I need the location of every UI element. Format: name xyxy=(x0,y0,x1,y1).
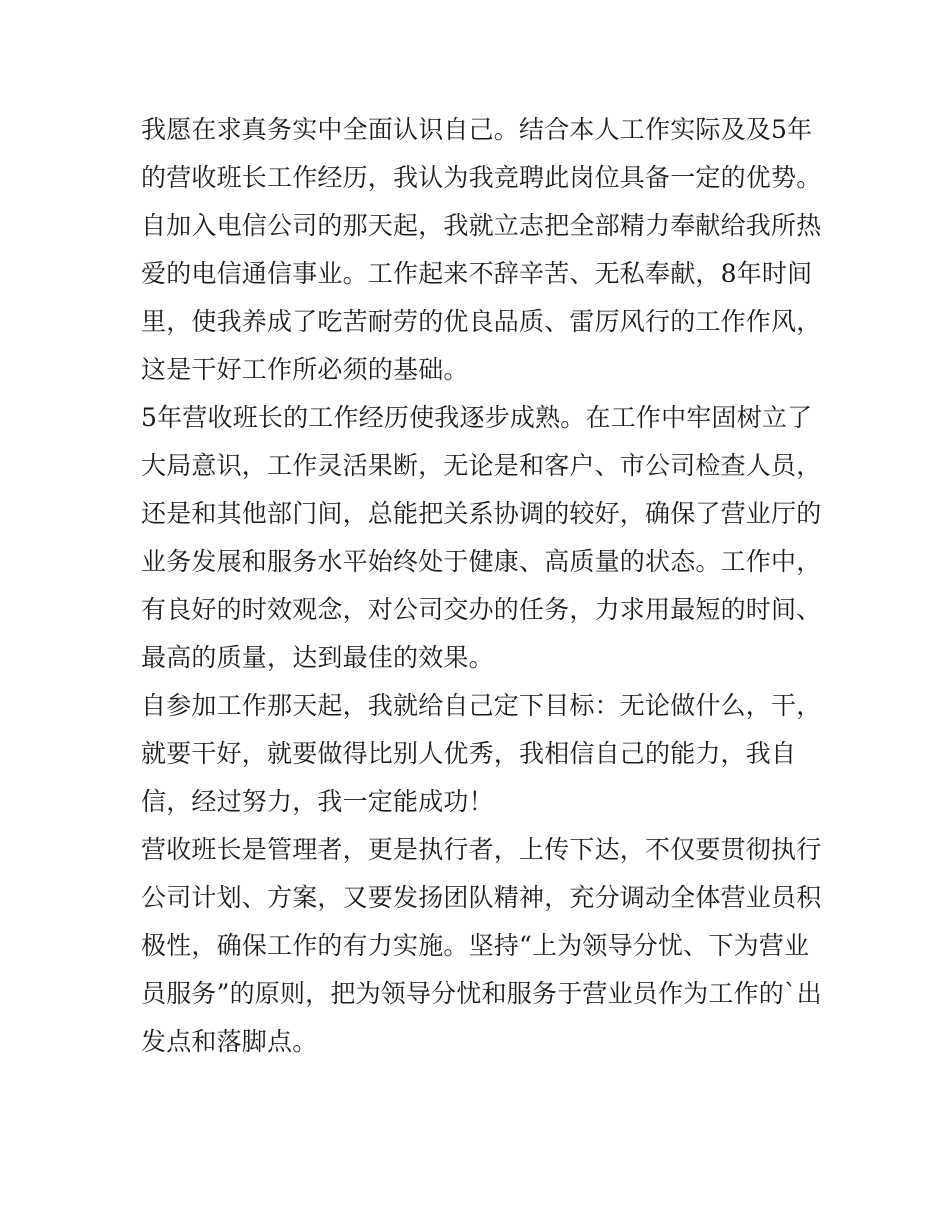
paragraph-line: 发点和落脚点。 xyxy=(141,1027,318,1056)
paragraph-line: 信，经过努力，我一定能成功！ xyxy=(141,787,494,816)
paragraph-line: 的营收班长工作经历，我认为我竞聘此岗位具备一定的优势。 xyxy=(141,163,822,192)
paragraph-line: 我愿在求真务实中全面认识自己。结合本人工作实际及及5年 xyxy=(141,115,813,144)
paragraph-line: 有良好的时效观念，对公司交办的任务，力求用最短的时间、 xyxy=(141,595,822,624)
paragraph-line: 就要干好，就要做得比别人优秀，我相信自己的能力，我自 xyxy=(141,739,797,768)
paragraph-line: 自参加工作那天起，我就给自己定下目标：无论做什么，干， xyxy=(141,691,822,720)
paragraph-line: 5年营收班长的工作经历使我逐步成熟。在工作中牢固树立了 xyxy=(141,403,813,432)
paragraph-line: 自加入电信公司的那天起，我就立志把全部精力奉献给我所热 xyxy=(141,211,822,240)
paragraph-1 xyxy=(141,106,821,394)
paragraph-line: 公司计划、方案，又要发扬团队精神，充分调动全体营业员积 xyxy=(141,883,822,912)
paragraph-2 xyxy=(141,394,821,682)
paragraph-line: 这是干好工作所必须的基础。 xyxy=(141,355,469,384)
paragraph-4 xyxy=(141,826,821,1066)
paragraph-line: 最高的质量，达到最佳的效果。 xyxy=(141,643,494,672)
paragraph-3 xyxy=(141,682,821,826)
paragraph-line: 业务发展和服务水平始终处于健康、高质量的状态。工作中， xyxy=(141,547,822,576)
paragraph-line: 爱的电信通信事业。工作起来不辞辛苦、无私奉献，8年时间 xyxy=(141,259,813,288)
paragraph-line: 里，使我养成了吃苦耐劳的优良品质、雷厉风行的工作作风， xyxy=(141,307,822,336)
document-body xyxy=(141,106,821,1066)
paragraph-line: 员服务”的原则，把为领导分忧和服务于营业员作为工作的`出 xyxy=(141,979,822,1008)
paragraph-line: 营收班长是管理者，更是执行者，上传下达，不仅要贯彻执行 xyxy=(141,835,822,864)
paragraph-line: 还是和其他部门间，总能把关系协调的较好，确保了营业厅的 xyxy=(141,499,822,528)
paragraph-line: 极性，确保工作的有力实施。坚持“上为领导分忧、下为营业 xyxy=(141,931,810,960)
paragraph-line: 大局意识，工作灵活果断，无论是和客户、市公司检查人员， xyxy=(141,451,822,480)
